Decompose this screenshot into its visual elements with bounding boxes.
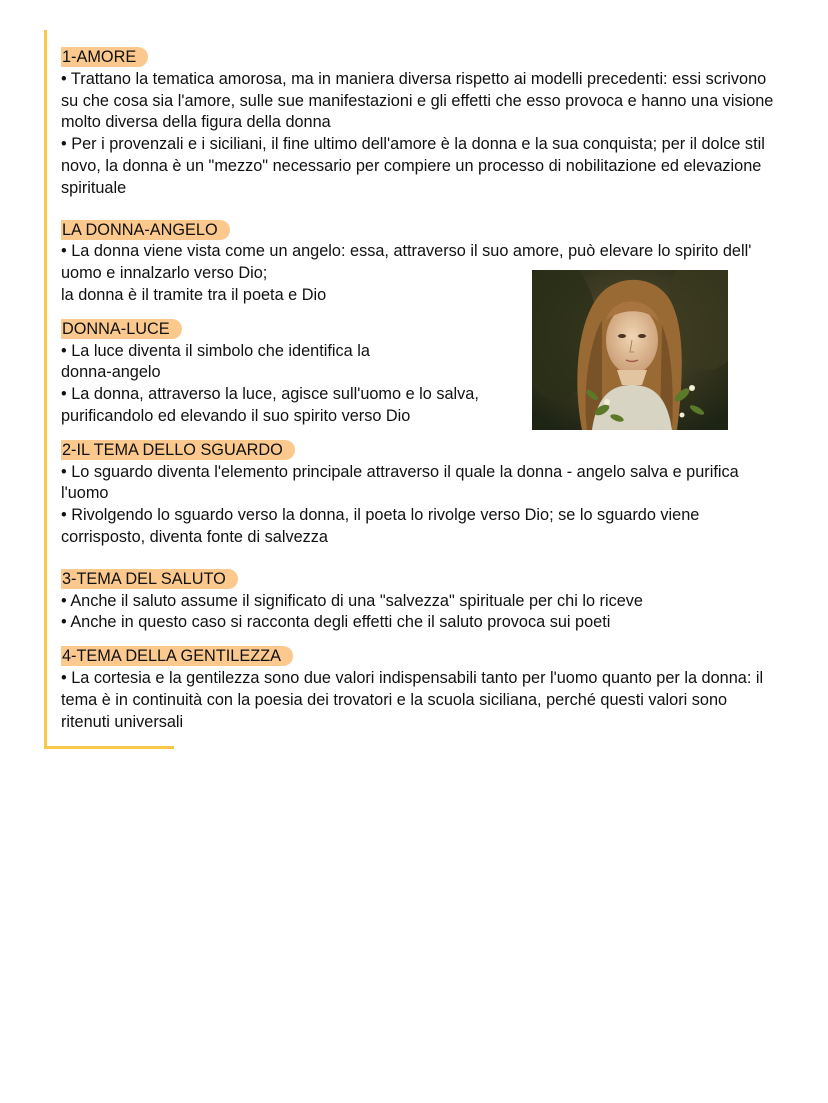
section-donna-luce <box>61 319 781 428</box>
paragraph: • Rivolgendo lo sguardo verso la donna, il poeta lo rivolge verso Dio; se lo sguardo viene corrisposto, diventa fonte di salvezza <box>61 506 700 546</box>
section-heading: 2-IL TEMA DELLO SGUARDO <box>61 440 295 460</box>
left-accent-line <box>44 30 47 748</box>
paragraph: • La cortesia e la gentilezza sono due valori indispensabili tanto per l'uomo quanto per la donna: il tema è in continuità con la poesia dei trovatori e la scuola siciliana, perché questi valori sono ritenuti universali <box>61 668 764 731</box>
paragraph: • Per i provenzali e i siciliani, il fine ultimo dell'amore è la donna e la sua conquista; per il dolce stil novo, la donna è un "mezzo" necessario per compiere un processo di nobilitazione ed elevazione spirituale <box>61 135 765 197</box>
section-heading: 3-TEMA DEL SALUTO <box>61 569 238 589</box>
section-heading: DONNA-LUCE <box>61 319 182 339</box>
paragraph: • La donna viene vista come un angelo: essa, attraverso il suo amore, può elevare lo spirito dell' uomo e innalzarlo verso Dio; <box>61 242 752 283</box>
paragraph: • Trattano la tematica amorosa, ma in maniera diversa rispetto ai modelli precedenti: essi scrivono su che cosa sia l'amore, sulle sue manifestazioni e gli effetti che esso provoca e hanno una visione molto diversa della figura della donna <box>61 69 774 132</box>
document-body <box>61 47 781 733</box>
section-amore <box>61 47 781 200</box>
section-heading: 1-AMORE <box>61 47 148 67</box>
paragraph: • Anche in questo caso si racconta degli effetti che il saluto provoca sui poeti <box>61 613 611 632</box>
paragraph: • La luce diventa il simbolo che identifica la donna-angelo <box>61 341 370 382</box>
section-sguardo <box>61 440 781 549</box>
paragraph: • Lo sguardo diventa l'elemento principale attraverso il quale la donna - angelo salva e purifica l'uomo <box>61 462 739 503</box>
paragraph: • La donna, attraverso la luce, agisce sull'uomo e lo salva, purificandolo ed elevando il suo spirito verso Dio <box>61 385 479 425</box>
bottom-accent-line <box>44 746 174 749</box>
section-saluto <box>61 569 781 634</box>
section-donna-angelo <box>61 220 781 307</box>
paragraph: • Anche il saluto assume il significato di una "salvezza" spirituale per chi lo riceve <box>61 591 643 610</box>
section-heading: 4-TEMA DELLA GENTILEZZA <box>61 646 293 666</box>
section-gentilezza <box>61 646 781 733</box>
section-heading: LA DONNA-ANGELO <box>61 220 230 240</box>
paragraph: la donna è il tramite tra il poeta e Dio <box>61 285 327 304</box>
